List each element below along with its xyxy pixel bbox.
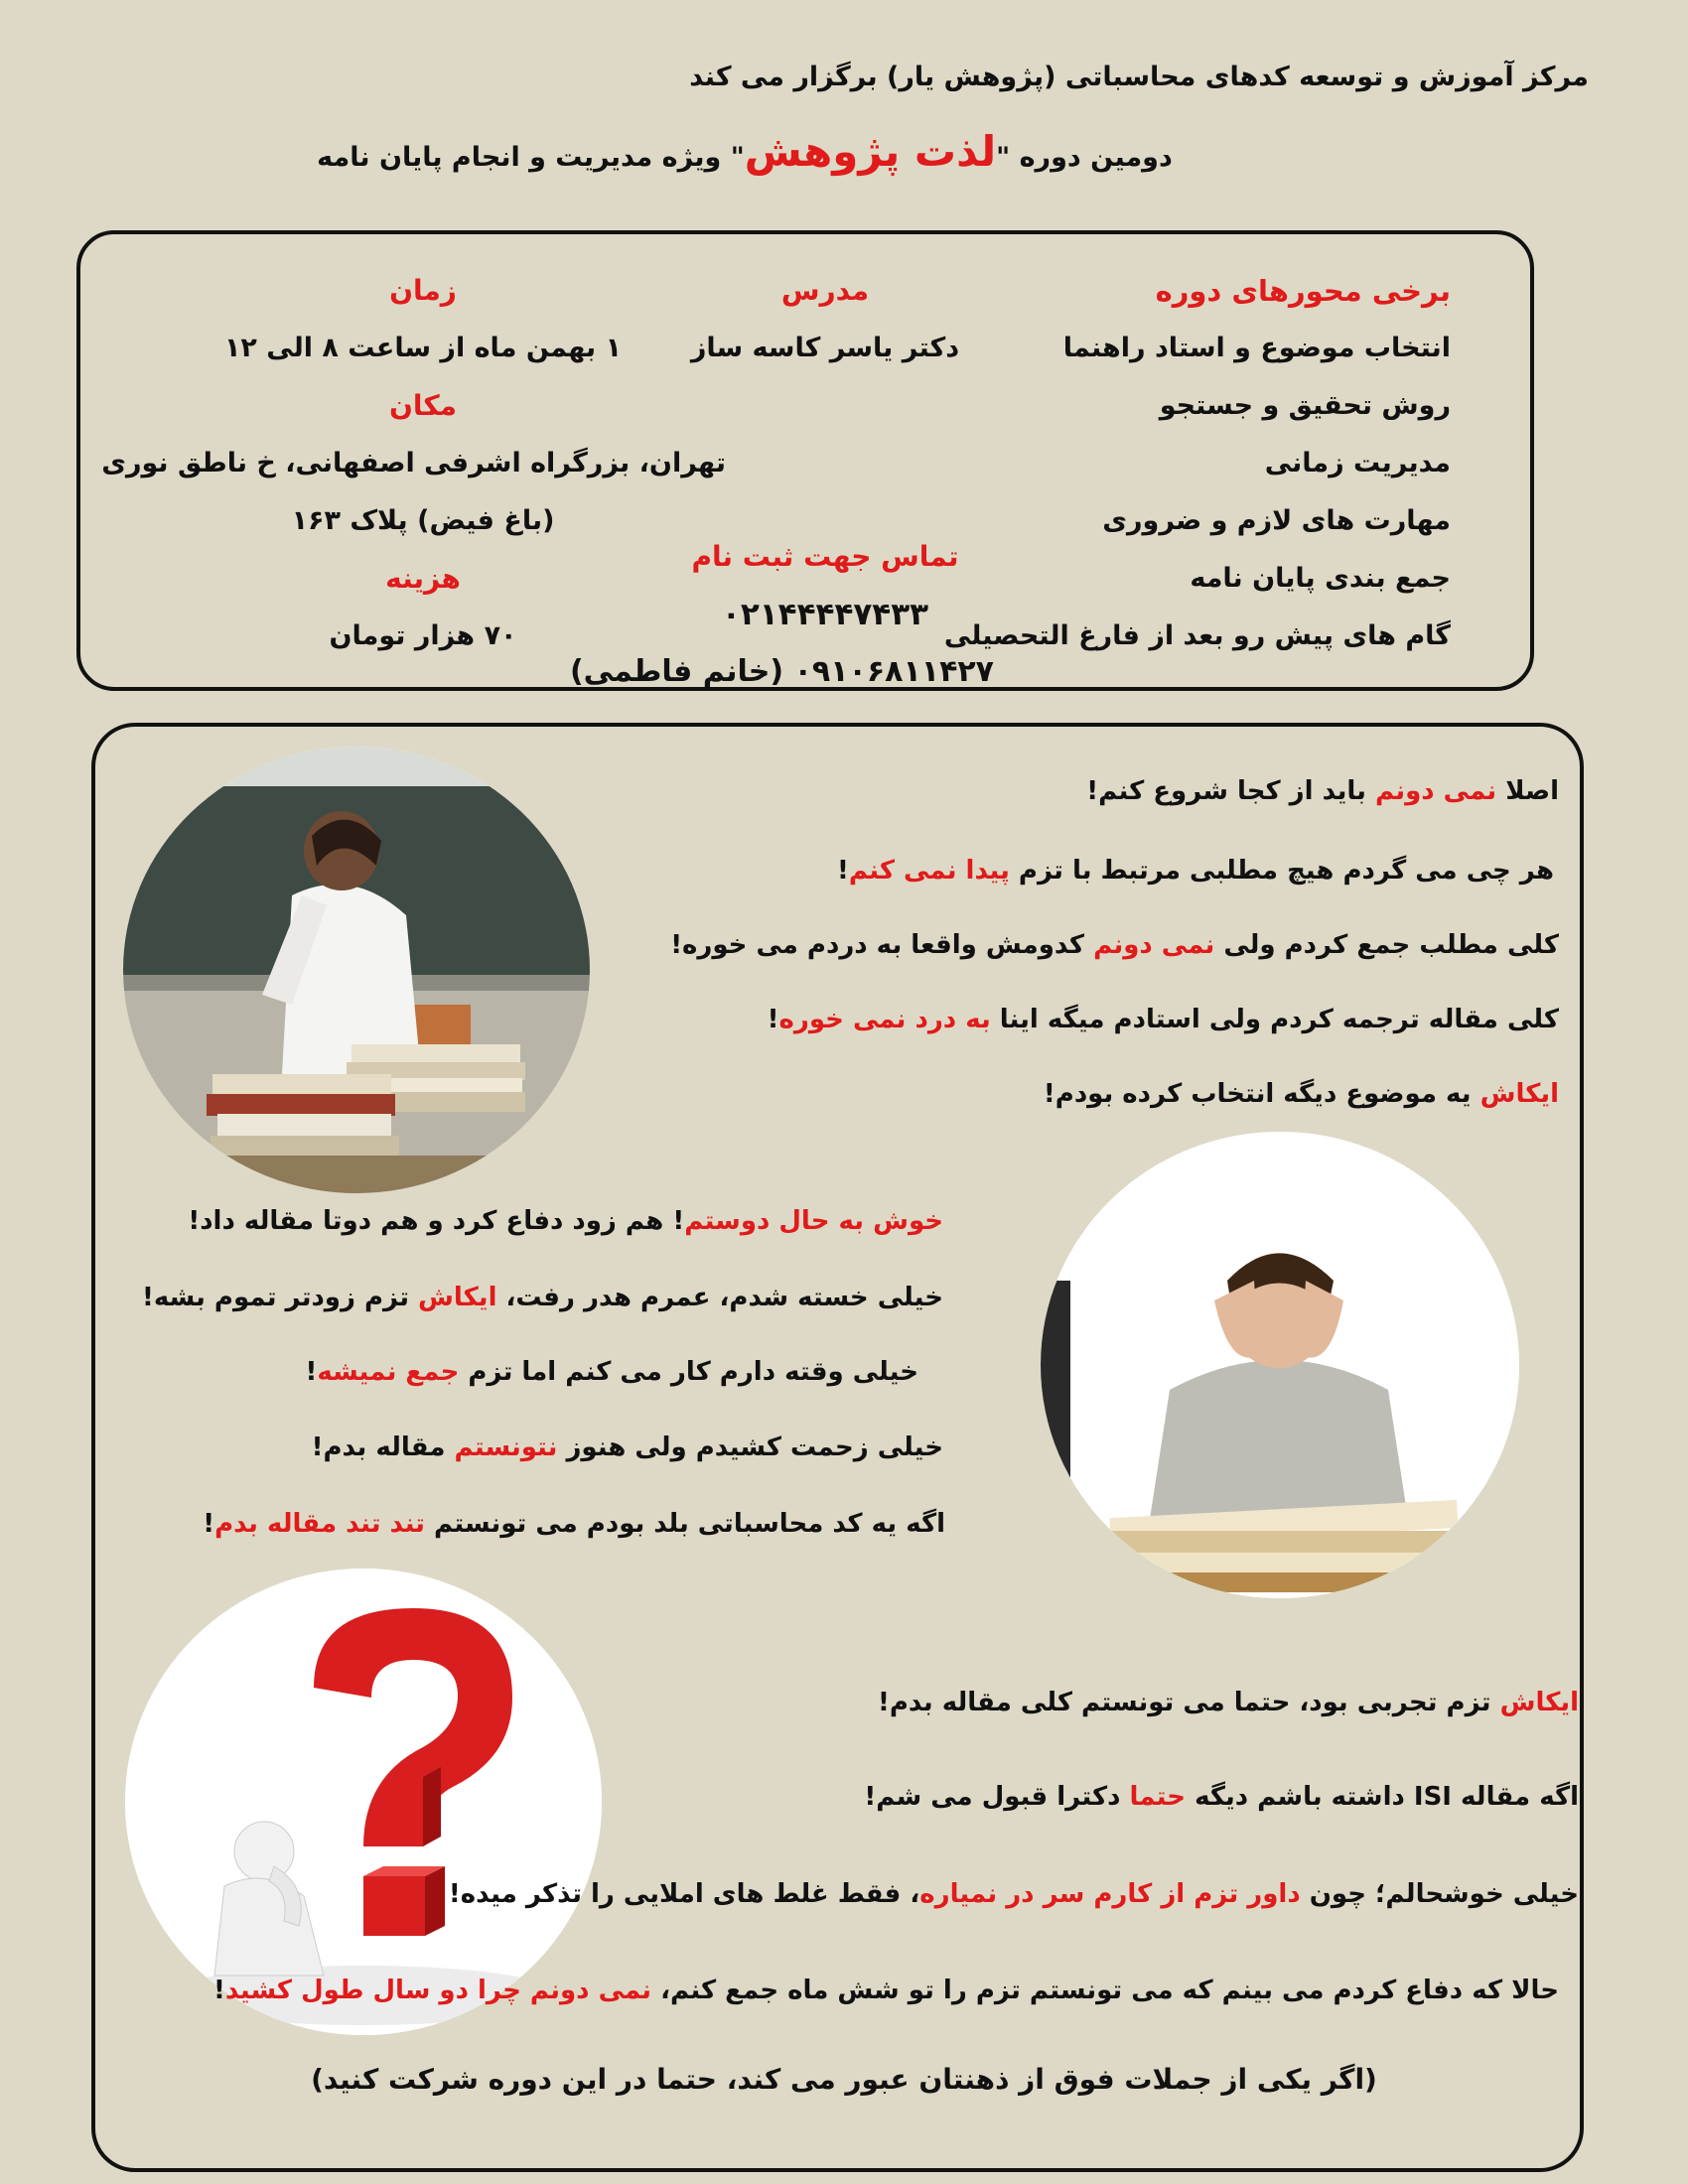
quote-text: خیلی خوشحالم؛ چون [1300, 1879, 1579, 1909]
quote-text: یه موضوع دیگه انتخاب کرده بودم! [1043, 1079, 1480, 1109]
place-label: مکان [388, 389, 458, 422]
stressed-man-illustration [123, 747, 590, 1193]
organizer-line: مرکز آموزش و توسعه کدهای محاسباتی (پژوهش یار) برگزار می کند [689, 62, 1589, 92]
quote-text: کلی مقاله ترجمه کردم ولی استادم میگه اینا [990, 1005, 1559, 1034]
quote-line [768, 1005, 1559, 1034]
topic-item: گام های پیش رو بعد از فارغ التحصیلی [943, 620, 1451, 651]
quote-text: تزم زودتر تموم بشه! [142, 1283, 419, 1312]
quote-text: ! [212, 1976, 225, 2005]
quote-highlight: نمی دونم چرا دو سال طول کشید [224, 1976, 652, 2005]
quote-text: خیلی وقته دارم کار می کنم اما تزم [459, 1357, 918, 1387]
quote-text: ! [836, 856, 849, 886]
topic-item: انتخاب موضوع و استاد راهنما [1062, 333, 1451, 363]
quote-text: مقاله بدم! [311, 1433, 455, 1462]
time-place-column [101, 262, 726, 665]
quote-text: کدومش واقعا به دردم می خوره! [670, 930, 1094, 960]
quote-highlight: به درد نمی خوره [778, 1005, 991, 1034]
quote-highlight: تند تند مقاله بدم [214, 1509, 425, 1539]
quote-line [1044, 1079, 1559, 1109]
quote-highlight: داور تزم از کارم سر در نمیاره [919, 1879, 1301, 1909]
topic-item: مدیریت زمانی [1264, 448, 1451, 478]
quote-line [188, 1206, 943, 1236]
quote-highlight: نمی دونم [1093, 930, 1215, 960]
contact-label: تماس جهت ثبت نام [691, 540, 959, 573]
quote-text: کلی مطلب جمع کردم ولی [1214, 930, 1559, 960]
quote-highlight: ایکاش [1479, 1079, 1559, 1109]
quote-highlight: پیدا نمی کنم [848, 856, 1010, 886]
time-label: زمان [389, 274, 457, 307]
quote-text: خیلی خسته شدم، عمرم هدر رفت، [496, 1283, 943, 1312]
quote-line [864, 1782, 1579, 1812]
topics-column [934, 262, 1451, 665]
phone-1: ۰۲۱۴۴۴۴۷۴۳۳ [721, 597, 929, 632]
quote-line [878, 1688, 1579, 1717]
quote-line [203, 1509, 945, 1539]
quote-line [1086, 776, 1559, 806]
question-mark-photo [125, 1569, 602, 2035]
topic-item: روش تحقیق و جستجو [1159, 390, 1451, 421]
title-prefix: دومین دوره " [996, 142, 1173, 173]
course-title [298, 127, 1192, 176]
cost-value: ۷۰ هزار تومان [329, 620, 517, 651]
quote-text: اگه مقاله ISI داشته باشم دیگه [1186, 1782, 1579, 1812]
quote-text: اگه یه کد محاسباتی بلد بودم می تونستم [424, 1509, 945, 1539]
quote-text: ! [305, 1357, 318, 1387]
stressed-student-photo [123, 747, 590, 1193]
topic-item: مهارت های لازم و ضروری [1102, 505, 1451, 536]
quote-highlight: ایکاش [418, 1283, 497, 1312]
cost-label: هزینه [385, 562, 461, 595]
quote-line [312, 1433, 943, 1462]
quote-text: هر چی می گردم هیچ مطلبی مرتبط با تزم [1009, 856, 1554, 886]
course-info-box [76, 230, 1534, 691]
title-suffix: " ویژه مدیریت و انجام پایان نامه [317, 142, 745, 173]
quote-highlight: جمع نمیشه [317, 1357, 460, 1387]
quote-line [837, 856, 1554, 886]
quote-text: تزم تجربی بود، حتما می تونستم کلی مقاله بدم! [878, 1688, 1500, 1717]
quote-line [142, 1283, 943, 1312]
quote-text: ! هم زود دفاع کرد و هم دوتا مقاله داد! [188, 1206, 685, 1236]
place-line-1: تهران، بزرگراه اشرفی اصفهانی، خ ناطق نوری [101, 448, 726, 478]
topic-item: جمع بندی پایان نامه [1190, 563, 1451, 594]
quote-text: حالا که دفاع کردم می بینم که می تونستم تزم را تو شش ماه جمع کنم، [651, 1976, 1559, 2005]
quote-text: دکترا قبول می شم! [864, 1782, 1130, 1812]
quote-highlight: حتما [1129, 1782, 1187, 1812]
quote-text: ! [203, 1509, 215, 1539]
student-with-books-photo [1041, 1132, 1519, 1598]
quote-line [213, 1976, 1559, 2005]
time-value: ۱ بهمن ماه از ساعت ۸ الی ۱۲ [223, 333, 623, 363]
place-line-2: (باغ فیض) پلاک ۱۶۳ [291, 505, 555, 536]
quote-highlight: نتونستم [454, 1433, 558, 1462]
quote-line [449, 1879, 1579, 1909]
quote-highlight: خوش به حال دوستم [684, 1206, 943, 1236]
quote-text: ، فقط غلط های املایی را تذکر میده! [448, 1879, 920, 1909]
quote-text: خیلی زحمت کشیدم ولی هنوز [557, 1433, 943, 1462]
course-name: لذت پژوهش [744, 127, 997, 176]
quote-line [305, 1357, 918, 1387]
teacher-name: دکتر یاسر کاسه ساز [690, 333, 960, 363]
quote-text: ! [767, 1005, 779, 1034]
topics-title: برخی محورهای دوره [1155, 274, 1451, 308]
question-mark-illustration [125, 1569, 602, 2035]
quote-text: باید از کجا شروع کنم! [1086, 776, 1375, 806]
quote-highlight: نمی دونم [1374, 776, 1497, 806]
quote-line [670, 930, 1559, 960]
phone-2: ۰۹۱۰۶۸۱۱۴۲۷ (خانم فاطمی) [569, 654, 994, 689]
reading-student-illustration [1041, 1132, 1519, 1598]
teacher-label: مدرس [780, 274, 870, 307]
quote-text: اصلا [1496, 776, 1559, 806]
quote-highlight: ایکاش [1499, 1688, 1579, 1717]
call-to-action: (اگر یکی از جملات فوق از ذهنتان عبور می کند، حتما در این دوره شرکت کنید) [311, 2063, 1377, 2096]
